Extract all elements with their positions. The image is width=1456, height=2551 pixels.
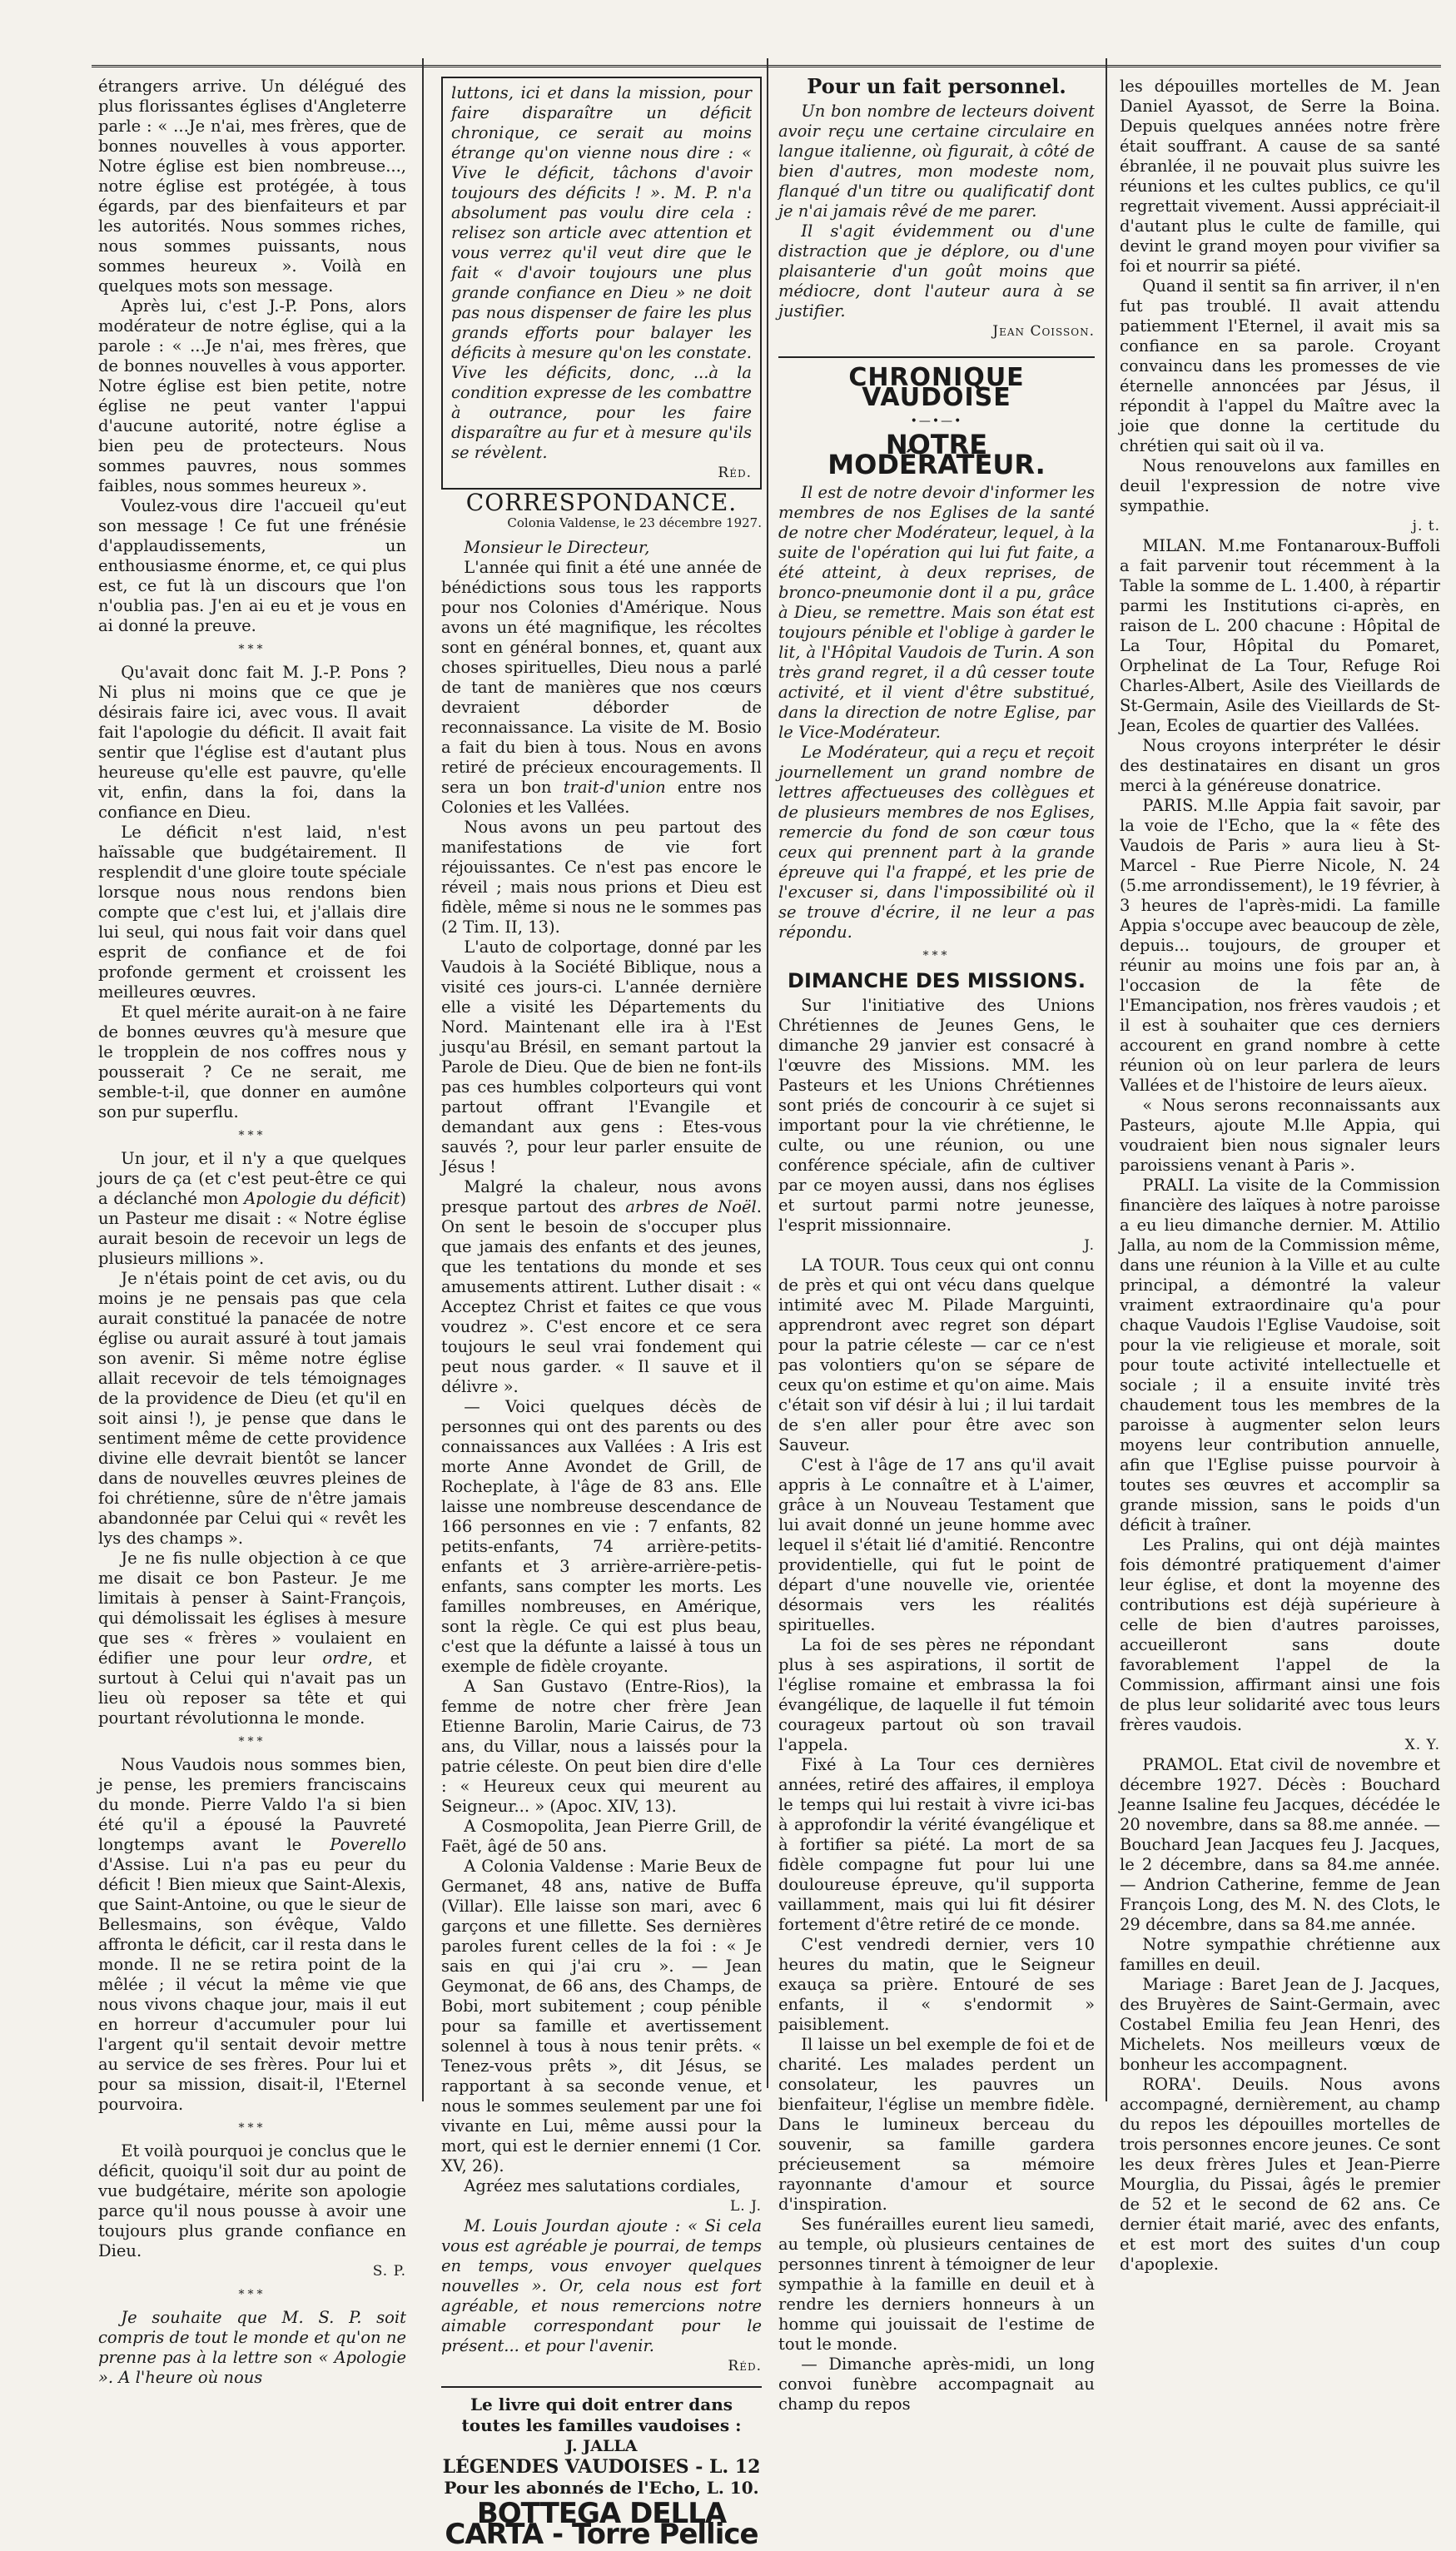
paragraph: Le déficit n'est laid, n'est haïssable que budgétairement. Il resplendit d'une gloire toute spéciale lorsque nous nous rendons bien compte que c'est lui, et j'allais dire lui seul, qui nous fait voir dans quel esprit de confiance et de foi profonde germent et croissent les meilleures œuvres. bbox=[98, 823, 406, 1002]
paragraph: Nous Vaudois nous sommes bien, je pense, les premiers franciscains du monde. Pierre Valdo l'a si bien été qu'il a épousé la Pauvreté longtemps avant le Poverello d'Assise. Lui n'a pas eu peur du déficit ! Bien mieux que Saint-Alexis, que Saint-Antoine, ou que le sieur de Bellesmains, son évêque, Valdo affronta le déficit, car il resta dans le monde. Il ne se retira point de la mêlée ; il vécut la même vie que nous vivons chaque jour, mais il eut en horreur d'accumuler pour lui l'argent qu'il sentait devoir mettre au service de ses frères. Pour lui et pour sa mission, disait-il, l'Eternel pourvoira. bbox=[98, 1755, 406, 2114]
paragraph: PARIS. M.lle Appia fait savoir, par la voie de l'Echo, que la « fête des Vaudois de Paris » aura lieu à St-Marcel - Rue Pierre Nicole, N. 24 (5.me arrondissement), le 19 février, à 3 heures de l'après-midi. La famille Appia s'occupe avec beaucoup de zèle, depuis... toujours, de grouper et réunir au moins une fois par an, à l'occasion de la fête de l'Emancipation, nos frères vaudois ; et il est à souhaiter que ces derniers accourent en grand nombre à cette réunion où on leur parlera de leurs Vallées et de l'histoire de leurs aïeux. bbox=[1120, 796, 1440, 1095]
paragraph: Nous renouvelons aux familles en deuil l'expression de notre vive sympathie. bbox=[1120, 456, 1440, 515]
paragraph: étrangers arrive. Un délégué des plus florissantes églises d'Angleterre parle : « ...Je n'ai, mes frères, que de bonnes nouvelles à vous apporter. Notre église est bien nombreuse..., notre église est protégée, à tous égards, par des bienfaiteurs et par les autorités. Nous sommes riches, nous sommes puissants, nous sommes heureux ». Voilà en quelques mots son message. bbox=[98, 77, 406, 296]
ad-line: Le livre qui doit entrer dans toutes les familles vaudoises : bbox=[461, 2394, 742, 2435]
paragraph: Je ne fis nulle objection à ce que me disait ce bon Pasteur. Je me limitais à penser à Saint-François, qui démolissait les églises à mesure que ses « frères » voulaient en édifier une pour leur ordre, et surtout à Celui qui n'avait pas un lieu où reposer sa tête et qui pourtant révolutionna le monde. bbox=[98, 1549, 407, 1728]
paragraph: — Dimanche après-midi, un long convoi funèbre accompagnait au champ du repos bbox=[778, 2355, 1095, 2414]
editor-signature: Réd. bbox=[718, 465, 752, 481]
column-2-correspondance bbox=[441, 77, 762, 2551]
paragraph: L'auto de colportage, donné par les Vaudois à la Société Biblique, nous a visité ces jours-ci. L'année dernière elle a visité les Départements du Nord. Maintenant elle ira à l'Est jusqu'au Brésil, en semant partout la Parole de Dieu. Que de bien ne font-ils pas ces humbles colporteurs qui vont partout offrant l'Evangile et demandant aux gens : Etes-vous sauvés ?, pour leur parler ensuite de Jésus ! bbox=[441, 937, 762, 1176]
paragraph: Voulez-vous dire l'accueil qu'eut son message ! Ce fut une frénésie d'applaudissements, un enthousiasme énorme, et, ce qui plus est, ce fut là un discours que l'on n'oublia pas. J'en ai eu et je vous en ai donné la preuve. bbox=[98, 496, 406, 635]
section-title: CORRESPONDANCE. bbox=[465, 489, 738, 516]
paragraph: Qu'avait donc fait M. J.-P. Pons ? Ni plus ni moins que ce que je désirais faire ici, avec vous. Il avait fait l'apologie du déficit. Il avait fait sentir que l'église est d'autant plus heureuse qu'elle est pauvre, qu'elle vit, enfin, dans la foi, dans la confiance en Dieu. bbox=[98, 663, 406, 822]
paragraph: « Nous serons reconnaissants aux Pasteurs, ajoute M.lle Appia, qui voudraient bien nous signaler leurs paroissiens venant à Paris ». bbox=[1120, 1096, 1440, 1175]
paragraph: C'est vendredi dernier, vers 10 heures du matin, que le Seigneur exauça sa prière. Entouré de ses enfants, il « s'endormit » paisiblement. bbox=[778, 1935, 1095, 2034]
author-signature: S. P. bbox=[372, 2263, 406, 2280]
paragraph: Ses funérailles eurent lieu samedi, au temple, où plusieurs centaines de personnes tinrent à témoigner de leur sympathie à la famille en deuil et à rendre les derniers honneurs à un homme qui jouissait de l'estime de tout le monde. bbox=[778, 2215, 1095, 2354]
paragraph: — Voici quelques décès de personnes qui ont des parents ou des connaissances aux Vallées : A Iris est morte Anne Avondet de Grill, de Rocheplate, à l'âge de 83 ans. Elle laisse une nombreuse descendance de 166 personnes en vie : 7 enfants, 82 petits-enfants, 74 arrière-petits-enfants et 3 arrière-arrière-petis-enfants, sans compter les morts. Les familles nombreuses, en Amérique, sont la règle. Ce qui est plus beau, c'est que la défunte a laissé à tous un exemple de fidèle croyante. bbox=[441, 1397, 762, 1676]
paragraph: Fixé à La Tour ces dernières années, retiré des affaires, il employa le temps qui lui restait à vivre ici-bas à approfondir la vérité évangélique et à fortifier sa piété. La mort de sa fidèle compagne fut pour lui une douloureuse épreuve, qu'il supporta vaillamment, mais qui lui fit désirer fortement d'être retiré de ce monde. bbox=[778, 1755, 1095, 1934]
paragraph: Le Modérateur, qui a reçu et reçoit journellement un grand nombre de lettres affectueuses des collègues et de plusieurs membres de nos Eglises, remercie du fond de son cœur tous ceux qui prennent part à la grande épreuve qui l'a frappé, et les prie de l'excuser si, dans l'impossibilité où il se trouve d'écrire, il ne leur a pas répondu. bbox=[778, 743, 1095, 942]
editor-note-box bbox=[441, 77, 762, 490]
paragraph: Sur l'initiative des Unions Chrétiennes de Jeunes Gens, le dimanche 29 janvier est consacré à l'œuvre des Missions. MM. les Pasteurs et les Unions Chrétiennes sont priés de concourir à ce sujet si important pour la vie chrétienne, le culte, ou une réunion, ou une conférence spéciale, afin de cultiver par ce moyen aussi, dans nos églises et surtout parmi notre jeunesse, l'esprit missionnaire. bbox=[778, 996, 1095, 1235]
author-signature: j. t. bbox=[1412, 518, 1440, 535]
paragraph: La foi de ses pères ne répondant plus à ses aspirations, il sortit de l'église romaine et embrassa la foi évangélique, de laquelle il fut témoin courageux partout où son travail l'appela. bbox=[778, 1635, 1095, 1754]
chronique-vaudoise-heading: CHRONIQUE VAUDOISE bbox=[778, 356, 1095, 408]
column-3-chronique bbox=[778, 74, 1095, 2414]
column-divider bbox=[422, 58, 424, 2101]
dateline: Colonia Valdense, le 23 décembre 1927. bbox=[507, 515, 762, 530]
paragraph: Je n'étais point de cet avis, ou du moins je ne pensais pas que cela aurait constitué la panacée de notre église ou aurait assuré à tout jamais son avenir. Si même notre église allait recevoir de tels témoignages de la providence de Dieu (et qu'il en soit ainsi !), je pense que dans le sentiment même de cette providence divine elle devrait bientôt se lancer dans de nouvelles œuvres pleines de foi chrétienne, sûre de n'être jamais abandonnée par Celui qui « revêt les lys des champs ». bbox=[98, 1269, 406, 1548]
section-separator: *** bbox=[922, 949, 951, 962]
paragraph: Nous avons un peu partout des manifestations de vie fort réjouissantes. Ce n'est pas encore le réveil ; mais nous prions et Dieu est fidèle, même si nous ne le sommes pas (2 Tim. II, 13). bbox=[441, 818, 762, 937]
paragraph: Malgré la chaleur, nous avons presque partout des arbres de Noël. On sent le besoin de s'occuper plus que jamais des enfants et des jeunes, que les tentations du monde et ses amusements attirent. Luther disait : « Acceptez Christ et faites ce que vous voudrez ». C'est encore et ce sera toujours le seul vrai fondement qui peut nous garder. « Il sauve et il délivre ». bbox=[441, 1177, 762, 1396]
paragraph: PRALI. La visite de la Commission financière des laïques à notre paroisse a eu lieu dimanche dernier. M. Attilio Jalla, au nom de la Commission même, dans une réunion à la Ville et au culte principal, a démontré la valeur vraiment extraordinaire qu'a pour chaque Vaudois l'Eglise Vaudoise, soit pour la vie religieuse et morale, soit pour toute activité intellectuelle et sociale ; il a ensuite invité très chaudement tous les membres de la paroisse à augmenter selon leurs moyens leur contribution annuelle, afin que l'Eglise puisse pourvoir à toutes ses œuvres et accomplir sa grande mission, sans le poids d'un déficit à traîner. bbox=[1120, 1176, 1440, 1534]
paragraph: Un bon nombre de lecteurs doivent avoir reçu une certaine circulaire en langue italienne, où figurait, à côté de bien d'autres, mon modeste nom, flanqué d'un titre ou qualificatif dont je n'ai jamais rêvé de me parer. bbox=[778, 102, 1095, 221]
author-signature: L. J. bbox=[730, 2198, 762, 2215]
salutation: Monsieur le Directeur, bbox=[464, 538, 650, 557]
paragraph: Nous croyons interpréter le désir des destinataires en disant un gros merci à la généreuse donatrice. bbox=[1120, 736, 1440, 795]
paragraph: Après lui, c'est J.-P. Pons, alors modérateur de notre église, qui a la parole : « ...Je n'ai, mes frères, que de bonnes nouvelles à vous apporter. Notre église est bien petite, notre église ne peut vanter l'appui d'aucune autorité, notre église a bien peu de protecteurs. Nous sommes pauvres, nous sommes faibles, nous sommes heureux ». bbox=[98, 296, 406, 495]
editor-note: Je souhaite que M. S. P. soit compris de tout le monde et qu'on ne prenne pas à la lettre son « Apologie ». A l'heure où nous bbox=[98, 2308, 406, 2387]
section-separator: *** bbox=[238, 2121, 266, 2135]
paragraph: Et quel mérite aurait-on à ne faire de bonnes œuvres qu'à mesure que le tropplein de nos coffres nous y pousserait ? Ce ne serait, me semble-t-il, que donner en aumône son pur superflu. bbox=[98, 1002, 406, 1121]
paragraph: Et voilà pourquoi je conclus que le déficit, quoiqu'il soit dur au point de vue budgétaire, mérite son apologie parce qu'il nous pousse à avoir une toujours plus grande confiance en Dieu. bbox=[98, 2141, 406, 2260]
column-4-chronique-cont bbox=[1120, 77, 1440, 2274]
section-title: Pour un fait personnel. bbox=[807, 74, 1066, 98]
ornament-divider: •—•—• bbox=[910, 415, 963, 428]
paragraph: RORA'. Deuils. Nous avons accompagné, dernièrement, au champ du repos les dépouilles mortelles de trois personnes encore jeunes. Ce sont les deux frères Jules et Jean-Pierre Mourglia, du Pissai, âgés le premier de 52 et le second de 62 ans. Ce dernier était marié, avec des enfants, et est mort des suites d'un coup d'apoplexie. bbox=[1120, 2075, 1440, 2274]
ad-title: LÉGENDES VAUDOISES - L. 12 bbox=[442, 2456, 761, 2478]
section-title: NOTRE MODÉRATEUR. bbox=[827, 429, 1046, 480]
editor-note: luttons, ici et dans la mission, pour faire disparaître un déficit chronique, ce serait au moins étrange qu'on vienne nous dire : « Vive le déficit, tâchons d'avoir toujours des déficits ! ». M. P. n'a absolument pas voulu dire cela : relisez son article avec attention et vous verrez qu'il veut dire que le fait « d'avoir toujours une plus grande confiance en Dieu » ne doit pas nous dispenser de faire les plus grands efforts pour balayer les déficits à mesure qu'on les constate. Vive les déficits, donc, ...à la condition expresse de les combattre à outrance, pour les faire disparaître au fur et à mesure qu'ils se révèlent. bbox=[451, 83, 752, 462]
editor-note: M. Louis Jourdan ajoute : « Si cela vous est agréable je pourrai, de temps en temps, vous envoyer quelques nouvelles ». Or, cela nous est fort agréable, et nous remercions notre aimable correspondant pour le présent... et pour l'avenir. bbox=[441, 2216, 762, 2355]
paragraph: LA TOUR. Tous ceux qui ont connu de près et qui ont vécu dans quelque intimité avec M. Pilade Marguinti, apprendront avec regret son départ pour la patrie céleste — car ce n'est pas volontiers qu'on se sépare de ceux qu'on estime et qu'on aime. Mais c'était son vif désir à lui ; il lui tardait de s'en aller pour être avec son Sauveur. bbox=[778, 1256, 1095, 1455]
paragraph: Notre sympathie chrétienne aux familles en deuil. bbox=[1120, 1935, 1440, 1974]
paragraph: Il laisse un bel exemple de foi et de charité. Les malades perdent un consolateur, les pauvres un bienfaiteur, l'église un membre fidèle. Dans le lumineux berceau du souvenir, sa famille gardera précieusement sa mémoire rayonnante d'amour et source d'inspiration. bbox=[778, 2035, 1095, 2214]
paragraph: A San Gustavo (Entre-Rios), la femme de notre cher frère Jean Etienne Barolin, Marie Cairus, de 73 ans, du Villar, nous a laissés pour la patrie céleste. On peut bien dire d'elle : « Heureux ceux qui meurent au Seigneur... » (Apoc. XIV, 13). bbox=[441, 1677, 762, 1816]
column-divider bbox=[767, 58, 768, 2088]
column-divider bbox=[1106, 58, 1107, 2101]
paragraph: Agréez mes salutations cordiales, bbox=[464, 2176, 741, 2195]
ad-price: Pour les abonnés de l'Echo, L. 10. bbox=[444, 2478, 759, 2498]
ad-author: J. JALLA bbox=[565, 2437, 638, 2455]
section-separator: *** bbox=[238, 2288, 266, 2301]
paragraph: C'est à l'âge de 17 ans qu'il avait appris à Le connaître et à L'aimer, grâce à un Nouveau Testament que lui avait donné un jeune homme avec lequel il s'était lié d'amitié. Rencontre providentielle, qui fut le point de départ d'une nouvelle vie, orientée désormais vers les réalités spirituelles. bbox=[778, 1455, 1095, 1634]
paragraph: Les Pralins, qui ont déjà maintes fois démontré pratiquement d'aimer leur église, et dont la moyenne des contributions est déjà supérieure à celle de bien d'autres paroisses, accueilleront sans doute favorablement l'appel de la Commission, affirmant ainsi une fois de plus leur solidarité avec tous leurs frères vaudois. bbox=[1120, 1535, 1440, 1734]
author-signature: J. bbox=[1084, 1237, 1095, 1254]
section-separator: *** bbox=[238, 1735, 266, 1748]
paragraph: MILAN. M.me Fontanaroux-Buffoli a fait parvenir tout récemment à la Table la somme de L. 1.400, à répartir parmi les Institutions ci-après, en raison de L. 200 chacune : Hôpital de La Tour, Hôpital du Pomaret, Orphelinat de La Tour, Refuge Roi Charles-Albert, Asile des Vieillards de St-Germain, Asile des Vieillards de St-Jean, Ecoles de quartier des Vallées. bbox=[1120, 536, 1440, 735]
paragraph: Mariage : Baret Jean de J. Jacques, des Bruyères de Saint-Germain, avec Costabel Emilia feu Jean Henri, des Michelets. Nos meilleurs vœux de bonheur les accompagnent. bbox=[1120, 1975, 1440, 2074]
author-signature: Jean Coisson. bbox=[992, 323, 1095, 340]
paragraph: A Cosmopolita, Jean Pierre Grill, de Faët, âgé de 50 ans. bbox=[441, 1817, 762, 1856]
paragraph: Il s'agit évidemment ou d'une distraction que je déplore, ou d'une plaisanterie d'un goût moins que médiocre, dont l'auteur aura à se justifier. bbox=[778, 221, 1095, 321]
paragraph: A Colonia Valdense : Marie Beux de Germanet, 48 ans, native de Buffa (Villar). Elle laisse son mari, avec 6 garçons et une fillette. Ses dernières paroles furent celles de la foi : « Je sais en qui j'ai cru ». — Jean Geymonat, de 66 ans, des Champs, de Bobi, mort subitement ; coup pénible pour sa famille et avertissement solennel à tous à nous tenir prêts. « Tenez-vous prêts », dit Jésus, se rapportant à sa seconde venue, et nous le sommes seulement par une foi vivante en Lui, même aussi pour la mort, qui est le dernier ennemi (1 Cor. XV, 26). bbox=[441, 1857, 762, 2176]
section-separator: *** bbox=[238, 1129, 266, 1142]
editor-signature: Réd. bbox=[728, 2358, 762, 2374]
paragraph: PRAMOL. Etat civil de novembre et décembre 1927. Décès : Bouchard Jeanne Isaline feu Jacques, décédée le 20 novembre, dans sa 88.me année. — Bouchard Jean Jacques feu J. Jacques, le 2 décembre, dans sa 84.me année. — Andrion Catherine, femme de Jean François Long, des M. N. des Clots, le 29 décembre, dans sa 84.me année. bbox=[1120, 1755, 1440, 1934]
book-advertisement bbox=[441, 2386, 762, 2551]
paragraph: L'année qui finit a été une année de bénédictions sous tous les rapports pour nos Colonies d'Amérique. Nous avons un été magnifique, les récoltes sont en général bonnes, et, quant aux choses spirituelles, Dieu nous a parlé de tant de manières que nos cœurs devraient déborder de reconnaissance. La visite de M. Bosio a fait du bien à tous. Nous en avons retiré de précieux encouragements. Il sera un bon trait-d'union entre nos Colonies et les Vallées. bbox=[441, 558, 762, 817]
author-signature: X. Y. bbox=[1404, 1737, 1440, 1753]
paragraph: Quand il sentit sa fin arriver, il n'en fut pas troublé. Il avait attendu patiemment l'Eternel, il avait mis sa confiance en sa parole. Croyant convaincu dans les promesses de vie éternelle annoncées par Jésus, il répondit à l'appel du Maître avec la joie que donne la certitude du chrétien qui sait où il va. bbox=[1120, 276, 1440, 455]
section-separator: *** bbox=[238, 643, 266, 656]
section-title: DIMANCHE DES MISSIONS. bbox=[788, 969, 1086, 992]
paragraph: les dépouilles mortelles de M. Jean Daniel Ayassot, de Serre la Boina. Depuis quelques années notre frère était souffrant. A cause de sa santé ébranlée, il ne pouvait plus suivre les réunions et les cultes publics, ce qu'il regrettait vivement. Aussi appréciait-il d'autant plus le culte de famille, qui devint le grand moyen pour vivifier sa foi et nourrir sa piété. bbox=[1120, 77, 1440, 276]
column-1-apologie-deficit bbox=[98, 77, 407, 2387]
ad-publisher: BOTTEGA DELLA CARTA - Torre Pellice bbox=[445, 2497, 758, 2551]
paragraph: Un jour, et il n'y a que quelques jours de ça (et c'est peut-être ce qui a déclanché mon Apologie du déficit) un Pasteur me disait : « Notre église aurait besoin de recevoir un legs de plusieurs millions ». bbox=[98, 1149, 406, 1268]
paragraph: Il est de notre devoir d'informer les membres de nos Eglises de la santé de notre cher Modérateur, lequel, à la suite de l'opération qui lui fut faite, a été atteint, à deux reprises, de bronco-pneumonie dont il a pu, grâce à Dieu, se remettre. Mais son état est toujours pénible et l'oblige à garder le lit, à l'Hôpital Vaudois de Turin. A son très grand regret, il a dû cesser toute activité, et il vient d'être substitué, dans la direction de notre Eglise, par le Vice-Modérateur. bbox=[778, 483, 1095, 742]
